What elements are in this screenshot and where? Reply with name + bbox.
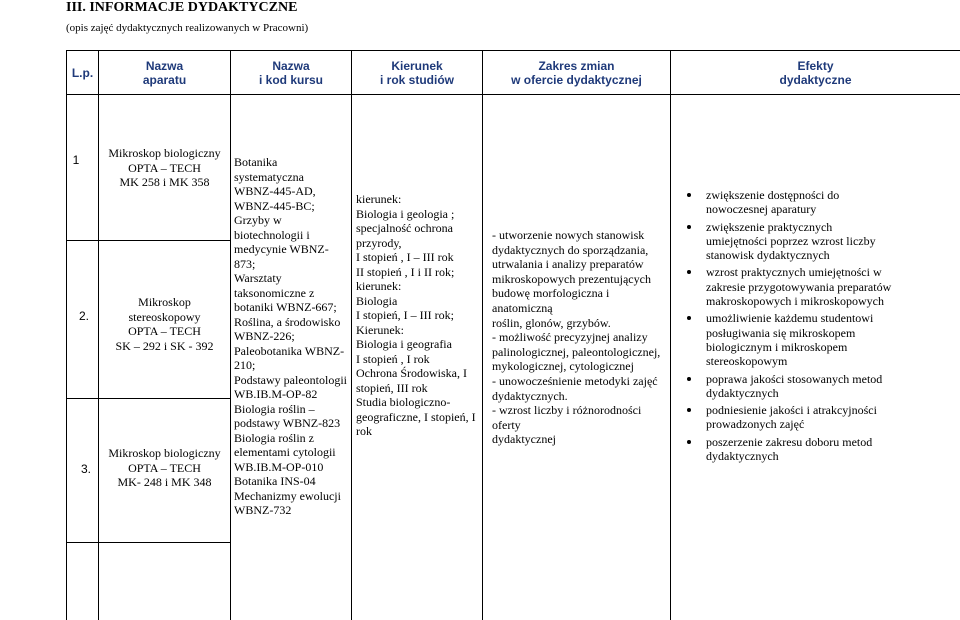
header-course: Nazwa i kod kursu: [258, 58, 323, 87]
header-lp: L.p.: [71, 65, 94, 80]
col-divider-4: [482, 50, 483, 620]
header-divider: [66, 94, 960, 95]
bullet-icon: [687, 270, 691, 274]
effect-text: poszerzenie zakresu doboru metod dydaktycznych: [706, 434, 873, 464]
effects-list: [682, 188, 960, 466]
effect-text: wzrost praktycznych umiejętności w zakresie przygotowywania preparatów makroskopowych i mikroskopowych: [706, 265, 892, 309]
effect-text: umożliwienie każdemu studentowi posługiwania się mikroskopem biologicznym i mikroskopem stereoskopowym: [706, 311, 874, 369]
bullet-icon: [687, 377, 691, 381]
list-item: [682, 220, 960, 263]
bullet-icon: [687, 225, 691, 229]
apparatus-name-2: Mikroskop stereoskopowy OPTA – TECH SK – 292 i SK - 392: [115, 295, 214, 353]
program-list: kierunek: Biologia i geologia ; specjalność ochrona przyrody, I stopień , I – III rok II stopień , I i II rok; kierunek: Biologia I stopień, I – III rok; Kierunek: Biologia i geografia I stopień , I rok Ochrona Środowiska, I stopień, III rok Studia biologiczno- geograficzne, I stopień, I rok: [356, 192, 476, 438]
list-item: [682, 372, 960, 401]
header-program: Kierunek i rok studiów: [379, 58, 454, 87]
course-list: Botanika systematyczna WBNZ-445-AD, WBNZ-445-BC; Grzyby w biotechnologii i medycynie WBNZ- 873; Warsztaty taksonomiczne z botaniki WBNZ-667; Roślina, a środowisko WBNZ-226; Paleobotanika WBNZ- 210; Podstawy paleontologii WB.IB.M-OP-82 Biologia roślin – podstawy WBNZ-823 Biologia roślin z elementami cytologii WB.IB.M-OP-010 Botanika INS-04 Mechanizmy ewolucji WBNZ-732: [234, 155, 347, 517]
effect-text: zwiększenie dostępności do nowoczesnej aparatury: [706, 188, 840, 217]
list-item: [682, 265, 960, 308]
effect-text: zwiększenie praktycznych umiejętności poprzez wzrost liczby stanowisk dydaktycznych: [706, 219, 876, 263]
col-divider-2: [230, 50, 231, 620]
list-item: [682, 435, 960, 464]
row-number-3: 3.: [80, 462, 91, 476]
row-divider-2: [66, 398, 231, 399]
list-item: [682, 188, 960, 217]
row-number-2: 2.: [78, 309, 89, 323]
apparatus-name-1: Mikroskop biologiczny OPTA – TECH MK 258 i MK 358: [108, 146, 221, 189]
header-scope: Zakres zmian w ofercie dydaktycznej: [511, 58, 642, 87]
apparatus-name-3: Mikroskop biologiczny OPTA – TECH MK- 248 i MK 348: [108, 446, 221, 489]
row-divider-3: [66, 542, 231, 543]
scope-of-changes: - utworzenie nowych stanowisk dydaktycznych do sporządzania, utrwalania i analizy preparatów mikroskopowych prezentujących budowę morfologiczna i anatomiczną roślin, glonów, grzybów. - możliwość precyzyjnej analizy palinologicznej, paleontologicznej, mykologicznej, cytologicznej - unowocześnienie metodyki zajęć dydaktycznych. - wzrost liczby i różnorodności oferty dydaktycznej: [492, 228, 661, 447]
col-divider-5: [670, 50, 671, 620]
bullet-icon: [687, 316, 691, 320]
bullet-icon: [687, 440, 691, 444]
row-number-1: 1: [72, 153, 80, 167]
row-divider-1: [66, 240, 231, 241]
effect-text: podniesienie jakości i atrakcyjności prowadzonych zajęć: [706, 403, 877, 432]
didactic-table: [66, 50, 960, 620]
effect-text: poprawa jakości stosowanych metod dydaktycznych: [706, 371, 883, 400]
header-effects: Efekty dydaktyczne: [779, 58, 852, 87]
col-divider-3: [351, 50, 352, 620]
list-item: [682, 311, 960, 368]
section-subheading: (opis zajęć dydaktycznych realizowanych w Pracowni): [66, 22, 309, 34]
list-item: [682, 403, 960, 432]
bullet-icon: [687, 408, 691, 412]
header-apparatus: Nazwa aparatu: [142, 58, 187, 87]
section-heading: III. INFORMACJE DYDAKTYCZNE: [66, 0, 298, 15]
bullet-icon: [687, 193, 691, 197]
col-border-left: [66, 50, 67, 620]
